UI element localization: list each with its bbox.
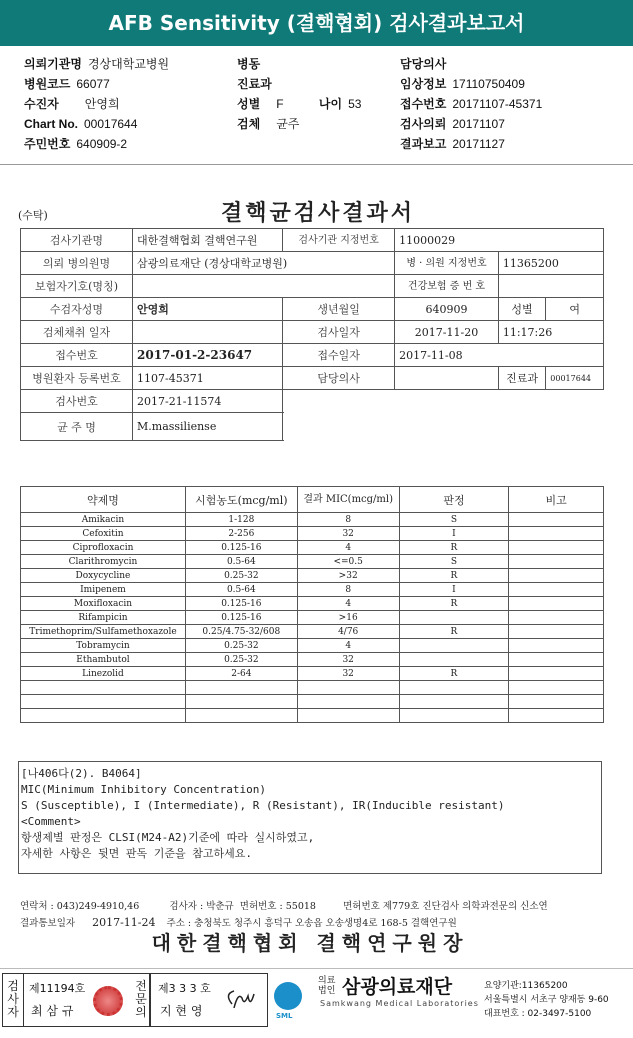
drug-cell: 32	[297, 527, 399, 541]
drug-cell: Trimethoprim/Sulfamethoxazole	[21, 625, 186, 639]
drug-cell: 0.125-16	[185, 541, 297, 555]
drug-cell: R	[399, 597, 509, 611]
drug-cell: R	[399, 625, 509, 639]
drug-cell: 0.25/4.75-32/608	[185, 625, 297, 639]
drug-row	[21, 667, 604, 681]
notes-box: [나406다(2). B4064] MIC(Minimum Inhibitory Concentration) S (Susceptible), I (Intermediate), R (Resistant), IR(Inducible resistant) <Comment> 항생제별 판정은 CLSI(M24-A2)기준에 따라 실시하였고, 자세한 사항은 뒷면 판독 기준을 참고하세요.	[18, 761, 602, 874]
drug-cell: 0.5-64	[185, 555, 297, 569]
drug-row	[21, 555, 604, 569]
drug-cell	[509, 681, 604, 695]
drug-cell: R	[399, 667, 509, 681]
drug-cell	[399, 709, 509, 723]
signature-icon	[222, 986, 258, 1016]
seal-text: 대한결핵협회 결핵연구원장	[151, 931, 469, 955]
drug-cell	[509, 667, 604, 681]
drug-cell: R	[399, 541, 509, 555]
drug-cell: 2-256	[185, 527, 297, 541]
drug-cell	[399, 681, 509, 695]
drug-cell	[21, 709, 186, 723]
drug-table-header: 약제명 시험농도(mcg/ml) 결과 MIC(mcg/ml) 판정 비고	[21, 487, 604, 513]
drug-cell: Linezolid	[21, 667, 186, 681]
drug-cell: 8	[297, 513, 399, 527]
drug-cell: Ethambutol	[21, 653, 186, 667]
drug-cell	[509, 611, 604, 625]
drug-cell	[297, 681, 399, 695]
drug-cell: 1-128	[185, 513, 297, 527]
info-col1: 의뢰기관명 경상대학교병원 병원코드 66077 수진자 안영희 Chart No. 00017644 주민번호 640909-2	[24, 57, 170, 151]
drug-cell: Tobramycin	[21, 639, 186, 653]
drug-cell: Ciprofloxacin	[21, 541, 186, 555]
drug-cell: Amikacin	[21, 513, 186, 527]
drug-cell: 4	[297, 541, 399, 555]
drug-cell: 0.25-32	[185, 569, 297, 583]
specialist-box: 전문의 제3 3 3 호 지 현 영	[132, 973, 268, 1027]
drug-cell	[21, 681, 186, 695]
report-info-table: 검사기관명 대한결핵협회 결핵연구원 검사기관 지정번호 11000029 의뢰 병의원명 삼광의료재단 (경상대학교병원) 병 · 의원 지정번호 11365200 보험자기호(명칭) 건강보험 증 번 호 수검자성명 안영희 생년월일 640909 성별 여 검체채취 일자 검사일자 2017-11-20 11:17:26 접수번호 2017-01-2-23647 접수일자 2017-11-08 병원환자 등록번호 1107-45371 담당의사 진료과 00017644 검사번호 2017-21-11574 균 주 명 M.massiliense	[20, 228, 604, 441]
drug-row	[21, 625, 604, 639]
drug-row	[21, 653, 604, 667]
drug-cell	[509, 583, 604, 597]
drug-cell	[399, 611, 509, 625]
drug-cell: Imipenem	[21, 583, 186, 597]
drug-cell: Moxifloxacin	[21, 597, 186, 611]
drug-cell	[399, 695, 509, 709]
drug-cell: 4/76	[297, 625, 399, 639]
drug-row	[21, 513, 604, 527]
drug-row	[21, 611, 604, 625]
drug-row	[21, 639, 604, 653]
drug-cell	[509, 639, 604, 653]
drug-cell	[21, 695, 186, 709]
drug-cell: >32	[297, 569, 399, 583]
drug-cell	[509, 709, 604, 723]
drug-row	[21, 583, 604, 597]
drug-cell	[297, 695, 399, 709]
drug-cell: S	[399, 513, 509, 527]
drug-cell	[509, 653, 604, 667]
drug-cell	[185, 695, 297, 709]
drug-cell: Rifampicin	[21, 611, 186, 625]
drug-cell	[185, 709, 297, 723]
drug-cell: 0.125-16	[185, 611, 297, 625]
report-subtitle: (수탁)	[18, 209, 48, 222]
footer-contact: 연락처 : 043)249-4910,46 검사자 : 박춘규 면허번호 : 55018 면허번호 제779호 진단검사 의학과전문의 신소연	[20, 901, 548, 912]
drug-cell: <=0.5	[297, 555, 399, 569]
drug-cell: 8	[297, 583, 399, 597]
drug-cell: >16	[297, 611, 399, 625]
drug-cell: 0.5-64	[185, 583, 297, 597]
drug-row	[21, 597, 604, 611]
footer-date-row: 결과통보일자 2017-11-24 주소 : 충청북도 청주시 흥덕구 오송읍 오송생명4로 168-5 결핵연구원	[20, 916, 457, 929]
drug-cell	[399, 653, 509, 667]
drug-cell: 0.25-32	[185, 639, 297, 653]
drug-cell	[509, 555, 604, 569]
report-header-title: AFB Sensitivity (결핵협회) 검사결과보고서	[0, 0, 633, 46]
drug-cell	[509, 569, 604, 583]
drug-cell: I	[399, 527, 509, 541]
tester-vertical-label: 검사자	[7, 979, 19, 1019]
drug-row	[21, 695, 604, 709]
drug-cell	[509, 695, 604, 709]
drug-cell: I	[399, 583, 509, 597]
drug-cell: 4	[297, 597, 399, 611]
drug-cell: 0.125-16	[185, 597, 297, 611]
divider-bottom	[0, 968, 633, 969]
drug-cell	[399, 639, 509, 653]
drug-row	[21, 681, 604, 695]
drug-cell: S	[399, 555, 509, 569]
drug-cell	[509, 625, 604, 639]
drug-table	[20, 486, 604, 723]
report-title: 결핵균검사결과서	[220, 200, 416, 226]
drug-cell: R	[399, 569, 509, 583]
drug-cell: 4	[297, 639, 399, 653]
drug-cell: Doxycycline	[21, 569, 186, 583]
drug-cell: 0.25-32	[185, 653, 297, 667]
drug-cell: 32	[297, 667, 399, 681]
red-seal-stamp	[93, 986, 123, 1016]
drug-row	[21, 569, 604, 583]
sml-logo-icon	[274, 982, 302, 1010]
drug-cell: 2-64	[185, 667, 297, 681]
tester-box: 검사자 제11194호 최 삼 규	[2, 973, 150, 1027]
info-col2: 병동 진료과 성별 F 나이 53 검체 균주	[237, 57, 362, 131]
drug-cell: Cefoxitin	[21, 527, 186, 541]
divider	[0, 164, 633, 165]
drug-cell	[509, 513, 604, 527]
info-col3: 담당의사 임상정보 17110750409 접수번호 20171107-45371 검사의뢰 20171107 결과보고 20171127	[400, 57, 543, 151]
drug-cell: 32	[297, 653, 399, 667]
signature-footer: 검사자 제11194호 최 삼 규 전문의 제3 3 3 호 지 현 영 SML 의료법인 삼광의료재단 Samkwang Medical Laboratories 요양기관:11365200 서울특별시 서초구 양재동 9-60 대표번호 : 02-3497-5100	[0, 970, 633, 1030]
drug-row	[21, 709, 604, 723]
drug-row	[21, 527, 604, 541]
drug-cell	[509, 597, 604, 611]
drug-cell: Clarithromycin	[21, 555, 186, 569]
drug-row	[21, 541, 604, 555]
drug-cell	[185, 681, 297, 695]
drug-cell	[297, 709, 399, 723]
drug-cell	[509, 541, 604, 555]
drug-cell	[509, 527, 604, 541]
